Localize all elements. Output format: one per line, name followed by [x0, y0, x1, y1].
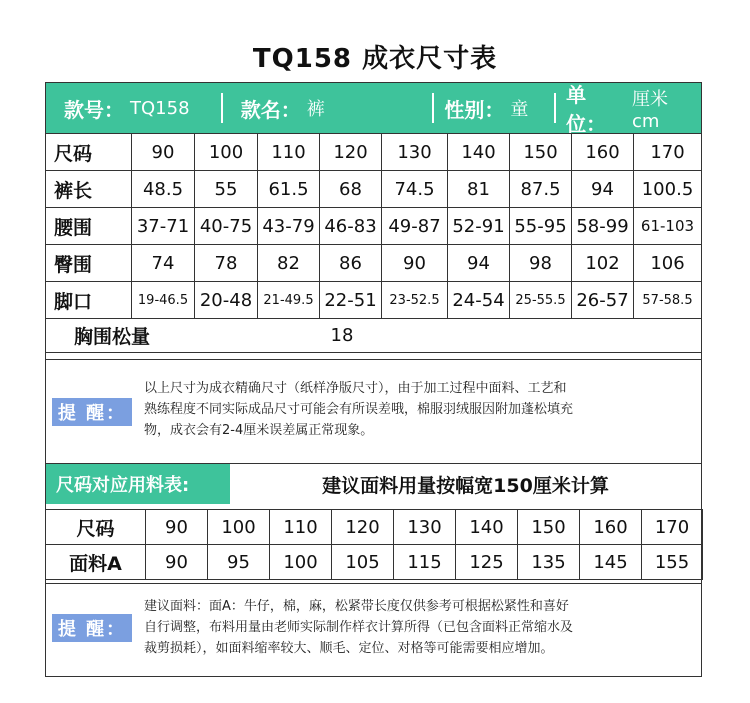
table-cell: 120	[332, 510, 394, 545]
note-box-2	[46, 583, 701, 677]
table-cell: 160	[572, 134, 634, 171]
table-cell: 100	[195, 134, 258, 171]
table-cell: 130	[382, 134, 448, 171]
table-cell: 25-55.5	[510, 282, 572, 319]
note-line: 熟练程度不同实际成品尺寸可能会有所误差哦，棉服羽绒服因附加蓬松填充	[144, 402, 574, 417]
table-cell: 21-49.5	[258, 282, 320, 319]
note-line: 物，成衣会有2-4厘米误差属正常现象。	[144, 423, 374, 438]
info-header	[46, 83, 701, 136]
table-cell: 115	[394, 545, 456, 580]
table-cell: 37-71	[132, 208, 195, 245]
table-cell: 120	[320, 134, 382, 171]
material-table	[45, 509, 703, 580]
table-cell: 48.5	[132, 171, 195, 208]
note-line: 自行调整，布料用量由老师实际制作样衣计算所得（已包含面料正常缩水及	[144, 620, 574, 635]
table-cell: 74	[132, 245, 195, 282]
table-cell: 58-99	[572, 208, 634, 245]
table-cell: 24-54	[448, 282, 510, 319]
material-header-note: 建议面料用量按幅宽150厘米计算	[322, 474, 609, 497]
table-cell: 130	[394, 510, 456, 545]
table-cell: 100.5	[634, 171, 702, 208]
row-label: 腰围	[46, 208, 132, 245]
size-chart-panel	[45, 82, 702, 677]
table-cell: 26-57	[572, 282, 634, 319]
table-row	[46, 208, 702, 245]
style-no-value: TQ158	[130, 97, 190, 119]
style-name-cell	[223, 83, 433, 133]
note-box-1	[46, 359, 701, 463]
page-title: TQ158 成衣尺寸表	[252, 44, 498, 74]
note-line: 裁剪损耗），如面料缩率较大、顺毛、定位、对格等可能需要相应增加。	[144, 641, 554, 656]
table-cell: 19-46.5	[132, 282, 195, 319]
table-cell: 95	[208, 545, 270, 580]
row-label: 尺码	[46, 134, 132, 171]
table-cell: 40-75	[195, 208, 258, 245]
table-cell: 170	[634, 134, 702, 171]
reminder-badge: 提 醒：	[52, 614, 132, 642]
table-cell: 90	[146, 510, 208, 545]
table-cell: 90	[146, 545, 208, 580]
table-row	[46, 545, 703, 580]
table-cell: 140	[448, 134, 510, 171]
chest-row	[46, 319, 702, 353]
table-cell: 52-91	[448, 208, 510, 245]
table-cell: 49-87	[382, 208, 448, 245]
table-cell: 90	[132, 134, 195, 171]
table-cell: 106	[634, 245, 702, 282]
table-cell: 94	[572, 171, 634, 208]
table-cell: 61-103	[634, 208, 702, 245]
table-cell: 61.5	[258, 171, 320, 208]
table-cell: 81	[448, 171, 510, 208]
table-cell: 55	[195, 171, 258, 208]
row-label: 面料A	[46, 545, 146, 580]
size-table	[45, 133, 702, 353]
style-no-label: 款号：	[64, 97, 124, 122]
table-cell: 86	[320, 245, 382, 282]
table-cell: 102	[572, 245, 634, 282]
table-cell: 125	[456, 545, 518, 580]
table-cell: 110	[258, 134, 320, 171]
note-line: 以上尺寸为成衣精确尺寸（纸样净版尺寸），由于加工过程中面料、工艺和	[144, 381, 567, 396]
note-line: 建议面料：面A：牛仔，棉，麻，松紧带长度仅供参考可根据松紧性和喜好	[144, 599, 569, 614]
table-cell: 140	[456, 510, 518, 545]
table-cell: 68	[320, 171, 382, 208]
table-cell: 87.5	[510, 171, 572, 208]
table-cell: 145	[580, 545, 642, 580]
row-label: 脚口	[46, 282, 132, 319]
table-cell: 43-79	[258, 208, 320, 245]
row-label: 裤长	[46, 171, 132, 208]
table-cell: 135	[518, 545, 580, 580]
table-cell: 160	[580, 510, 642, 545]
chest-label: 胸围松量	[46, 319, 195, 353]
gender-value: 童	[510, 99, 529, 120]
material-header-label: 尺码对应用料表:	[46, 464, 230, 504]
style-name-value: 裤	[306, 99, 325, 120]
unit-cell	[556, 83, 701, 136]
gender-cell	[434, 83, 554, 133]
table-cell: 170	[642, 510, 703, 545]
material-header	[46, 463, 701, 504]
reminder-badge: 提 醒：	[52, 398, 132, 426]
table-cell: 100	[208, 510, 270, 545]
table-cell: 82	[258, 245, 320, 282]
gender-label: 性别：	[444, 97, 505, 122]
table-cell: 23-52.5	[382, 282, 448, 319]
table-cell: 55-95	[510, 208, 572, 245]
table-cell: 74.5	[382, 171, 448, 208]
table-cell: 155	[642, 545, 703, 580]
table-cell: 22-51	[320, 282, 382, 319]
table-cell: 100	[270, 545, 332, 580]
table-row	[46, 245, 702, 282]
chest-value: 18	[195, 319, 702, 353]
style-name-label: 款名：	[240, 97, 301, 122]
table-cell: 110	[270, 510, 332, 545]
table-row	[46, 510, 703, 545]
table-cell: 20-48	[195, 282, 258, 319]
style-no-cell	[46, 83, 221, 133]
row-label: 尺码	[46, 510, 146, 545]
row-label: 臀围	[46, 245, 132, 282]
table-row	[46, 171, 702, 208]
table-row	[46, 282, 702, 319]
table-cell: 57-58.5	[634, 282, 702, 319]
table-cell: 105	[332, 545, 394, 580]
table-cell: 150	[518, 510, 580, 545]
table-cell: 78	[195, 245, 258, 282]
table-cell: 90	[382, 245, 448, 282]
note-text	[144, 378, 573, 441]
table-cell: 150	[510, 134, 572, 171]
table-cell: 98	[510, 245, 572, 282]
unit-value: 厘米 cm	[631, 88, 668, 132]
unit-label: 单位：	[566, 83, 607, 136]
table-row	[46, 134, 702, 171]
table-cell: 46-83	[320, 208, 382, 245]
table-cell: 94	[448, 245, 510, 282]
note-text	[144, 596, 573, 659]
